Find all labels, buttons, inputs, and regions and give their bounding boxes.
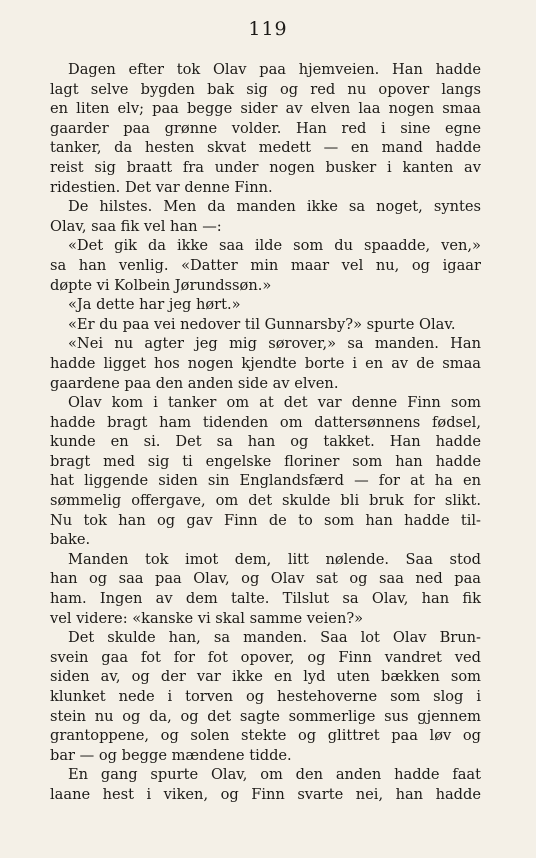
text-line: Manden tok imot dem, litt nølende. Saa stod [68, 550, 481, 568]
text-line: svein gaa fot for fot opover, og Finn vandret ved [50, 648, 481, 666]
text-line: gaarder paa grønne volder. Han red i sine egne [50, 119, 481, 137]
text-line: klunket nede i torven og hestehoverne som slog i [50, 688, 481, 705]
text-line: sømmelig offergave, om det skulde bli bruk for slikt. [50, 492, 481, 510]
text-line: Det skulde han, sa manden. Saa lot Olav Brun- [68, 629, 481, 647]
text-line: «Det gik da ikke saa ilde som du spaadde, ven,» [68, 237, 481, 255]
text-line: «Nei nu agter jeg mig sørover,» sa manden. Han [68, 335, 481, 353]
text-line: Olav kom i tanker om at det var denne Finn som [68, 394, 481, 412]
text-line: grantoppene, og solen stekte og glittret paa løv og [50, 727, 481, 745]
text-line: døpte vi Kolbein Jørundssøn.» [50, 276, 272, 294]
text-line: vel videre: «kanske vi skal samme veien?» [50, 609, 364, 627]
text-line: De hilstes. Men da manden ikke sa noget, syntes [68, 198, 481, 216]
text-line: bake. [50, 531, 91, 549]
text-line: lagt selve bygden bak sig og red nu opover langs [50, 80, 481, 98]
text-line: laane hest i viken, og Finn svarte nei, han hadde [50, 785, 481, 803]
text-line: bragt med sig ti engelske floriner som han hadde [50, 452, 481, 470]
text-line: han og saa paa Olav, og Olav sat og saa ned paa [50, 570, 481, 588]
text-line: siden av, og der var ikke en lyd uten bækken som [50, 668, 481, 686]
text-line: «Er du paa vei nedover til Gunnarsby?» spurte Olav. [68, 315, 456, 333]
text-line: reist sig braatt fra under nogen busker i kanten av [50, 158, 481, 176]
text-line: kunde en si. Det sa han og takket. Han hadde [50, 433, 481, 451]
text-line: gaardene paa den anden side av elven. [50, 374, 339, 392]
text-line: sa han venlig. «Datter min maar vel nu, og igaar [50, 256, 481, 274]
text-line: En gang spurte Olav, om den anden hadde faat [68, 766, 481, 784]
text-line: tanker, da hesten skvat medett — en mand hadde [50, 139, 481, 157]
text-line: hadde ligget hos nogen kjendte borte i en av de smaa [50, 354, 481, 372]
text-line: en liten elv; paa begge sider av elven laa nogen smaa [50, 100, 481, 118]
text-line: Olav, saa fik vel han —: [50, 217, 222, 235]
text-line: Nu tok han og gav Finn de to som han hadde til- [50, 511, 481, 529]
text-line: stein nu og da, og det sagte sommerlige sus gjennem [50, 707, 481, 725]
text-line: Dagen efter tok Olav paa hjemveien. Han hadde [68, 61, 481, 78]
text-line: hadde bragt ham tidenden om dattersønnens fødsel, [50, 413, 481, 431]
text-line: hat liggende siden sin Englandsfærd — for at ha en [50, 472, 481, 490]
text-line: bar — og begge mændene tidde. [50, 746, 292, 764]
page-number: 119 [248, 18, 288, 40]
text-line: «Ja dette har jeg hørt.» [68, 296, 241, 314]
text-line: ridestien. Det var denne Finn. [50, 178, 273, 196]
body-text [50, 60, 481, 805]
text-line: ham. Ingen av dem talte. Tilslut sa Olav, han fik [50, 590, 481, 608]
